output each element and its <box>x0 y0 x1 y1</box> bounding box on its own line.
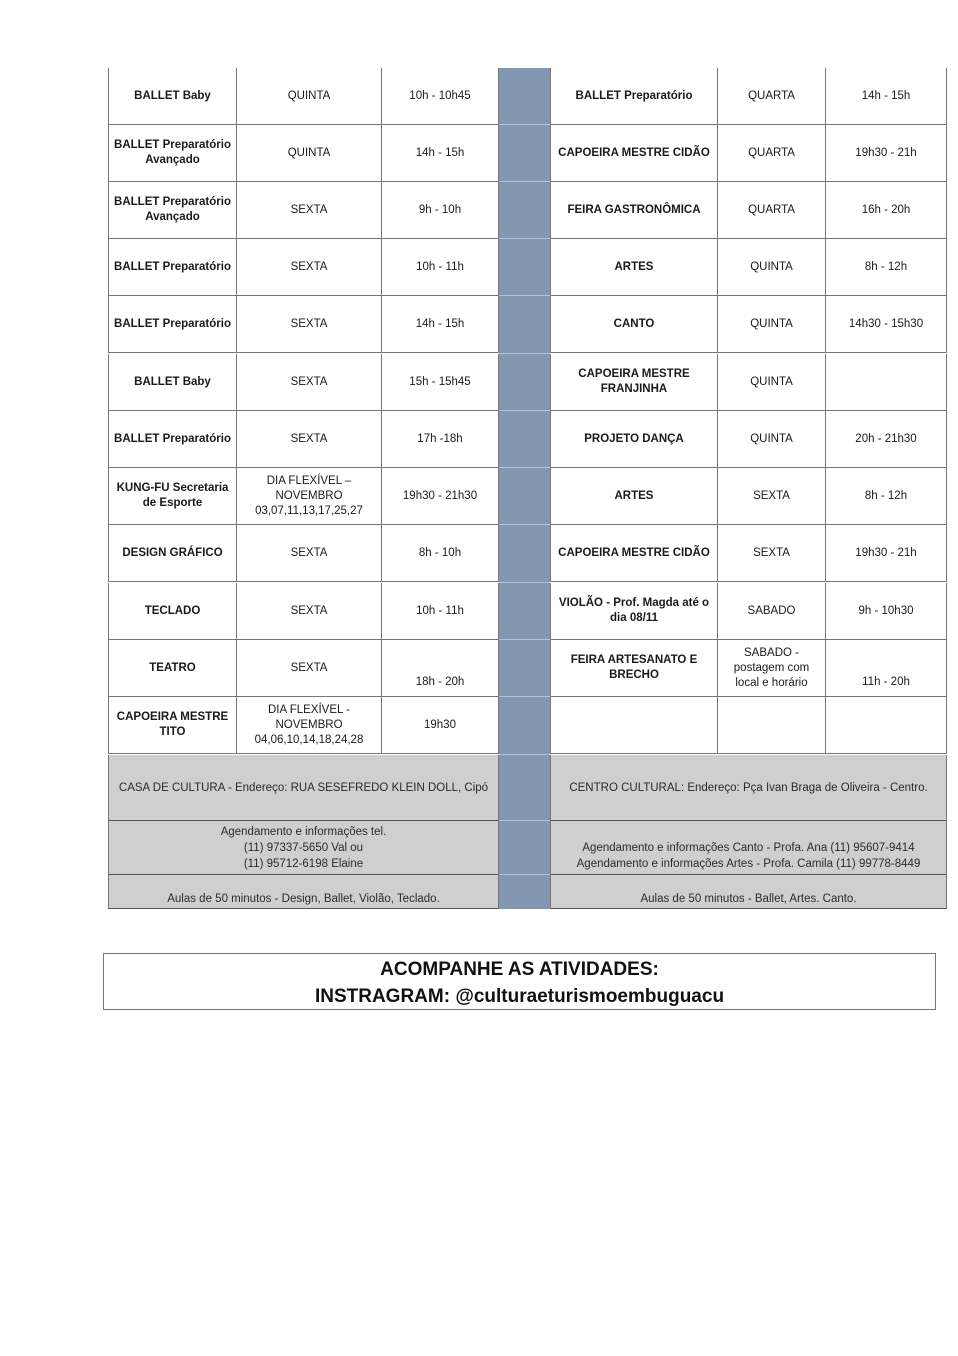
divider-line <box>499 820 550 821</box>
duration-info: Aulas de 50 minutos - Design, Ballet, Violão, Teclado. <box>108 875 499 909</box>
table-row <box>550 296 947 353</box>
time-cell: 9h - 10h <box>381 182 499 238</box>
table-row <box>550 525 947 582</box>
time-cell: 20h - 21h30 <box>825 411 947 467</box>
contact-line: Agendamento e informações Artes - Profa. Camila (11) 99778-8449 <box>576 858 921 870</box>
divider-line <box>499 353 550 354</box>
address-info: CASA DE CULTURA - Endereço: RUA SESEFREDO KLEIN DOLL, Cipó <box>108 755 499 821</box>
activity-cell: BALLET Preparatório <box>550 68 717 124</box>
time-cell: 11h - 20h <box>825 640 947 696</box>
day-cell: QUINTA <box>717 239 825 295</box>
activity-cell <box>550 697 717 753</box>
divider-line <box>499 874 550 875</box>
time-cell: 14h - 15h <box>381 125 499 181</box>
table-row <box>108 182 499 239</box>
table-row <box>108 640 499 697</box>
time-cell: 19h30 - 21h <box>825 525 947 581</box>
day-cell: SABADO <box>717 583 825 639</box>
table-row <box>108 354 499 411</box>
divider-line <box>499 467 550 468</box>
divider-line <box>499 410 550 411</box>
contact-info <box>550 821 947 875</box>
time-cell: 19h30 - 21h <box>825 125 947 181</box>
day-cell <box>717 697 825 753</box>
activity-cell: FEIRA GASTRONÔMICA <box>550 182 717 238</box>
time-cell: 9h - 10h30 <box>825 583 947 639</box>
activity-cell: TECLADO <box>108 583 236 639</box>
day-cell: SEXTA <box>236 583 381 639</box>
time-cell: 19h30 <box>381 697 499 753</box>
table-row <box>550 697 947 754</box>
day-cell: QUINTA <box>236 68 381 124</box>
time-cell: 10h - 10h45 <box>381 68 499 124</box>
table-row <box>108 296 499 353</box>
activity-cell: CAPOEIRA MESTRE CIDÃO <box>550 125 717 181</box>
day-cell: SEXTA <box>236 354 381 410</box>
day-cell: SABADO - postagem com local e horário <box>717 640 825 696</box>
day-cell: SEXTA <box>717 468 825 524</box>
day-cell: QUINTA <box>236 125 381 181</box>
divider-line <box>499 238 550 239</box>
divider-line <box>499 524 550 525</box>
activity-cell: FEIRA ARTESANATO E BRECHO <box>550 640 717 696</box>
table-row <box>108 697 499 754</box>
time-cell: 19h30 - 21h30 <box>381 468 499 524</box>
day-cell: SEXTA <box>236 640 381 696</box>
day-cell: SEXTA <box>717 525 825 581</box>
activity-cell: BALLET Preparatório Avançado <box>108 182 236 238</box>
activity-cell: CAPOEIRA MESTRE FRANJINHA <box>550 354 717 410</box>
divider-line <box>499 639 550 640</box>
time-cell: 8h - 12h <box>825 468 947 524</box>
activity-cell: BALLET Preparatório Avançado <box>108 125 236 181</box>
day-cell: QUARTA <box>717 182 825 238</box>
activity-cell: BALLET Preparatório <box>108 411 236 467</box>
time-cell <box>825 354 947 410</box>
table-row <box>550 182 947 239</box>
divider-line <box>499 582 550 583</box>
duration-info: Aulas de 50 minutos - Ballet, Artes. Canto. <box>550 875 947 909</box>
time-cell: 8h - 12h <box>825 239 947 295</box>
time-cell: 14h30 - 15h30 <box>825 296 947 352</box>
table-row <box>108 468 499 525</box>
table-row <box>550 583 947 640</box>
instagram-handle: INSTRAGRAM: @culturaeturismoembuguacu <box>314 986 725 1007</box>
contact-phone: (11) 97337-5650 Val ou <box>243 842 364 854</box>
table-row <box>550 640 947 697</box>
day-cell: QUINTA <box>717 296 825 352</box>
activity-cell: PROJETO DANÇA <box>550 411 717 467</box>
time-cell: 10h - 11h <box>381 239 499 295</box>
activity-cell: BALLET Baby <box>108 354 236 410</box>
day-cell: SEXTA <box>236 239 381 295</box>
activity-cell: KUNG-FU Secretaria de Esporte <box>108 468 236 524</box>
time-cell <box>825 697 947 753</box>
time-cell: 18h - 20h <box>381 640 499 696</box>
activity-cell: CAPOEIRA MESTRE CIDÃO <box>550 525 717 581</box>
follow-heading: ACOMPANHE AS ATIVIDADES: <box>380 959 659 980</box>
activity-cell: VIOLÃO - Prof. Magda até o dia 08/11 <box>550 583 717 639</box>
activity-cell: DESIGN GRÁFICO <box>108 525 236 581</box>
table-row <box>108 411 499 468</box>
table-row <box>108 583 499 640</box>
activity-cell: BALLET Preparatório <box>108 296 236 352</box>
time-cell: 14h - 15h <box>381 296 499 352</box>
table-row <box>108 525 499 582</box>
divider-line <box>499 295 550 296</box>
contact-line: Agendamento e informações tel. <box>220 826 387 838</box>
day-cell: QUINTA <box>717 354 825 410</box>
activity-cell: BALLET Preparatório <box>108 239 236 295</box>
activity-cell: ARTES <box>550 239 717 295</box>
table-row <box>550 125 947 182</box>
schedule-table <box>108 68 947 909</box>
table-row <box>550 411 947 468</box>
day-cell: DIA FLEXÍVEL - NOVEMBRO 04,06,10,14,18,24,28 <box>236 697 381 753</box>
divider-line <box>499 754 550 755</box>
day-cell: SEXTA <box>236 525 381 581</box>
address-info: CENTRO CULTURAL: Endereço: Pça Ivan Braga de Oliveira - Centro. <box>550 755 947 821</box>
table-row <box>550 354 947 411</box>
day-cell: DIA FLEXÍVEL – NOVEMBRO 03,07,11,13,17,25,27 <box>236 468 381 524</box>
table-row <box>108 239 499 296</box>
activity-cell: TEATRO <box>108 640 236 696</box>
day-cell: QUINTA <box>717 411 825 467</box>
day-cell: SEXTA <box>236 182 381 238</box>
time-cell: 16h - 20h <box>825 182 947 238</box>
table-row <box>108 68 499 125</box>
follow-box <box>103 953 936 1010</box>
activity-cell: CANTO <box>550 296 717 352</box>
contact-info <box>108 821 499 875</box>
table-row <box>108 125 499 182</box>
table-row <box>550 468 947 525</box>
day-cell: QUARTA <box>717 125 825 181</box>
day-cell: SEXTA <box>236 411 381 467</box>
time-cell: 10h - 11h <box>381 583 499 639</box>
day-cell: SEXTA <box>236 296 381 352</box>
table-row <box>550 239 947 296</box>
contact-line: Agendamento e informações Canto - Profa. Ana (11) 95607-9414 <box>582 842 915 854</box>
divider-line <box>499 124 550 125</box>
day-cell: QUARTA <box>717 68 825 124</box>
time-cell: 8h - 10h <box>381 525 499 581</box>
time-cell: 14h - 15h <box>825 68 947 124</box>
divider-line <box>499 181 550 182</box>
column-divider <box>499 68 550 909</box>
divider-line <box>499 696 550 697</box>
activity-cell: BALLET Baby <box>108 68 236 124</box>
time-cell: 15h - 15h45 <box>381 354 499 410</box>
activity-cell: CAPOEIRA MESTRE TITO <box>108 697 236 753</box>
activity-cell: ARTES <box>550 468 717 524</box>
time-cell: 17h -18h <box>381 411 499 467</box>
contact-phone: (11) 95712-6198 Elaine <box>243 858 364 870</box>
table-row <box>550 68 947 125</box>
